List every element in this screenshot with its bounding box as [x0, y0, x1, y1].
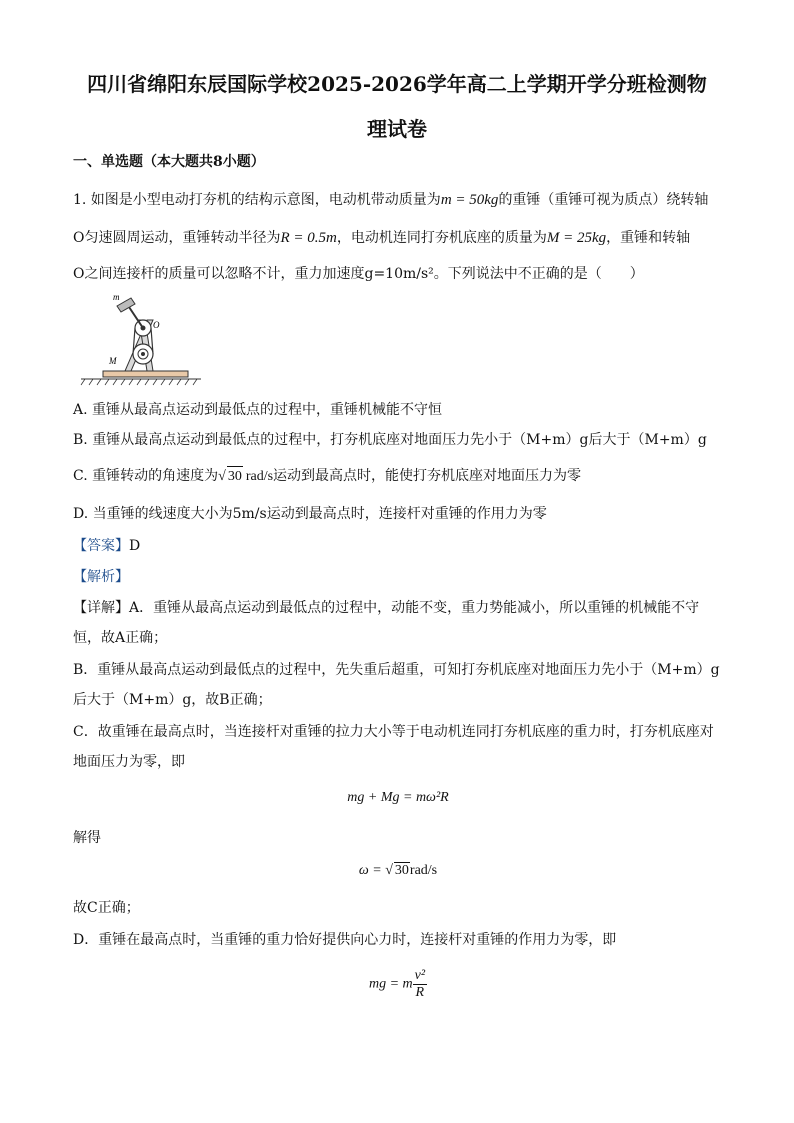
detail-a-line1: 【详解】A．重锤从最高点运动到最低点的过程中，动能不变，重力势能减小，所以重锤的机械能不守 [73, 600, 700, 616]
option-d: D. 当重锤的线速度大小为5m/s运动到最高点时，连接杆对重锤的作用力为零 [73, 506, 547, 522]
answer-value: D [129, 538, 141, 554]
mass-M-equation: M = 25kg [546, 230, 607, 246]
label-O: O [153, 320, 160, 330]
exam-title-line2: 理试卷 [367, 117, 427, 141]
option-a: A. 重锤从最高点运动到最低点的过程中，重锤机械能不守恒 [73, 402, 443, 418]
label-m: m [113, 292, 120, 302]
detail-c-line2: 地面压力为零，即 [73, 754, 185, 770]
question-stem-line1: 1. 如图是小型电动打夯机的结构示意图，电动机带动质量为m = 50kg的重锤（重锤可视为质点）绕转轴 [73, 192, 709, 208]
equation-centripetal: mg = m $\frac{\text{v²}}{R}$ [368, 968, 426, 1000]
question-stem-line3: O之间连接杆的质量可以忽略不计，重力加速度g=10m/s²。下列说法中不正确的是（ ） [73, 266, 644, 282]
mass-m-equation: m = 50kg [440, 192, 499, 208]
exam-title-line1: 四川省绵阳东辰国际学校2025-2026学年高二上学期开学分班检测物 [87, 72, 707, 96]
analysis-label: 【解析】 [73, 569, 129, 585]
detail-b-line1: B．重锤从最高点运动到最低点的过程中，先失重后超重，可知打夯机底座对地面压力先小于（M+m）g [73, 662, 720, 678]
radius-equation: R = 0.5m [280, 230, 337, 246]
option-c-sqrt: 30 [227, 466, 243, 487]
detail-a-line2: 恒，故A正确； [73, 630, 168, 646]
question-stem-line2: O匀速圆周运动，重锤转动半径为R = 0.5m，电动机连同打夯机底座的质量为M = 25kg，重锤和转轴 [73, 230, 691, 246]
c-correct: 故C正确； [73, 900, 140, 916]
detail-b-line2: 后大于（M+m）g，故B正确； [73, 692, 272, 708]
detail-c-line1: C．故重锤在最高点时，当连接杆对重锤的拉力大小等于电动机连同打夯机底座的重力时，打夯机底座对 [73, 724, 714, 740]
rammer-diagram [73, 290, 203, 390]
option-c: C. 重锤转动的角速度为√ 30 rad/s运动到最高点时，能使打夯机底座对地面压力为零 [73, 466, 723, 487]
label-M: M [109, 356, 117, 366]
detail-d-line1: D．重锤在最高点时，当重锤的重力恰好提供向心力时，连接杆对重锤的作用力为零，即 [73, 932, 617, 948]
equation-force-balance: mg + Mg = mω²R [347, 790, 449, 805]
solve-label: 解得 [73, 830, 101, 846]
equation-omega: ω = √ 30rad/s [358, 863, 438, 878]
answer-line: 【答案】D [73, 538, 141, 554]
section-heading: 一、单选题（本大题共8小题） [73, 154, 265, 170]
option-b: B. 重锤从最高点运动到最低点的过程中，打夯机底座对地面压力先小于（M+m）g后大于（M+m）g [73, 432, 707, 448]
